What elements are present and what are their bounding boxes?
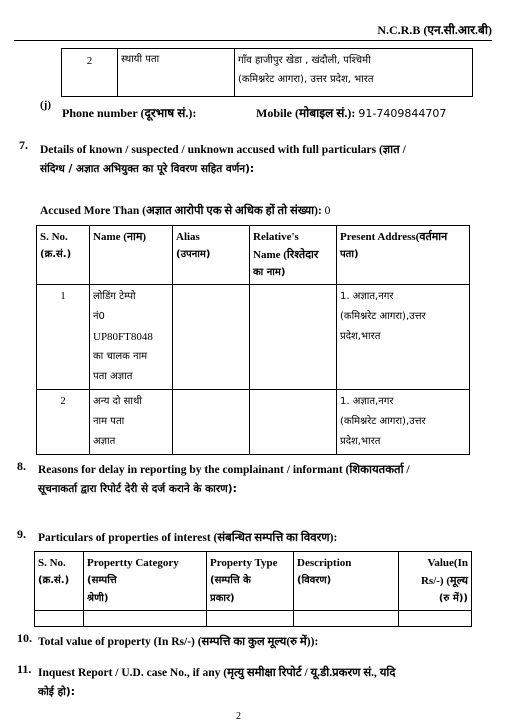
section8-title [38,461,488,499]
header-rule [14,40,492,41]
prop-cell-empty [294,611,399,627]
row2-address [337,390,470,455]
prop-cell-empty [35,611,84,627]
row1-name-l5: पता अज्ञात [93,371,133,382]
prop-col-value [399,552,472,611]
prop-cell-empty [399,611,472,627]
col-relative [250,226,337,285]
address-type: स्थायी पता [118,49,235,97]
table-row [37,390,470,455]
address-value [235,49,473,97]
row2-name [90,390,173,455]
section8-number: 8. [17,459,26,473]
prop-col-category-2: (सम्पत्ति [87,575,117,586]
prop-col-description-1: Description [297,557,352,569]
accused-table [36,225,470,455]
mobile-label: Mobile (मोबाइल सं.): [256,106,356,120]
section8-line2: सूचनाकर्ता द्वारा रिपोर्ट देरी से दर्ज कराने के कारण): [38,483,237,495]
section7-number: 7. [19,138,28,152]
section9-title: Particulars of properties of interest (संबन्धित सम्पत्ति का विवरण): [38,532,338,544]
prop-col-category-3: श्रेणी) [87,593,109,604]
section11-line1: Inquest Report / U.D. case No., if any (मृत्यु समीक्षा रिपोर्ट / यू.डी.प्रकरण सं., यदि [38,667,396,679]
row1-name-l4: का चालक नाम [93,351,148,362]
col-sno [37,226,90,285]
col-name-label: Name (नाम) [93,231,147,243]
row2-addr-l2: (कमिश्नरेट आगरा),उत्तर [340,416,426,427]
row2-sno: 2 [37,390,90,455]
prop-col-sno [35,552,84,611]
property-table [34,551,472,627]
prop-col-value-1: Value(In [427,557,468,569]
row2-addr-l3: प्रदेश,भारत [340,436,381,447]
address-line1: गाँव हाजीपुर खेडा , खंदौली, पश्चिमी [238,55,371,66]
section7-line1: Details of known / suspected / unknown accused with full particulars (ज्ञात / [40,144,406,156]
col-alias-hi: (उपनाम) [176,249,211,260]
row1-address [337,285,470,390]
prop-col-type-2: (सम्पत्ति के [210,575,251,586]
prop-col-type-1: Property Type [210,557,278,569]
col-alias-en: Alias [176,231,200,243]
col-relative-3: का नाम) [253,267,286,278]
page-header: N.C.R.B (एन.सी.आर.बी) [377,23,492,37]
accused-more-label: Accused More Than (अज्ञात आरोपी एक से अधिक हों तो संख्या): [40,205,322,217]
table-header-row [37,226,470,285]
page-mark: 2 [236,711,241,722]
prop-cell-empty [84,611,207,627]
table-row [62,49,473,97]
col-relative-2: Name (रिश्तेदार [253,249,319,261]
prop-col-category-1: Propertty Category [87,557,179,569]
row2-alias [173,390,250,455]
prop-col-description [294,552,399,611]
row1-alias [173,285,250,390]
prop-col-value-2: Rs/-) (मूल्य [420,575,468,587]
col-address-2: पता) [340,249,359,260]
address-num: 2 [62,49,118,97]
prop-col-description-2: (विवरण) [297,575,332,586]
row2-name-l2: नाम पता [93,416,125,427]
mobile-value: 91-7409844707 [358,107,447,120]
col-address-1: Present Address(वर्तमान [340,231,448,243]
section8-line1: Reasons for delay in reporting by the complainant / informant (शिकायतकर्ता / [38,464,410,476]
row1-addr-l2: (कमिश्नरेट आगरा),उत्तर [340,311,426,322]
accused-more-value: 0 [324,205,331,217]
col-address [337,226,470,285]
section7-line2: संदिग्ध / अज्ञात अभियुक्त का पूरे विवरण सहित वर्णन): [40,163,255,175]
section9-number: 9. [17,527,26,541]
phone-label: Phone number (दूरभाष सं.): [62,106,197,120]
section11-number: 11. [17,662,32,676]
prop-cell-empty [207,611,294,627]
col-name [90,226,173,285]
col-sno-en: S. No. [40,231,68,243]
row2-relative [250,390,337,455]
mobile-field [256,104,446,121]
table-header-row [35,552,472,611]
row1-addr-l1: 1. अज्ञात,नगर [340,291,394,302]
row1-name-l1: लोडिंग टेम्पो [93,291,136,302]
col-sno-hi: (क्र.सं.) [40,249,72,260]
row2-name-l3: अज्ञात [93,436,116,447]
row1-relative [250,285,337,390]
table-row [35,611,472,627]
prop-col-category [84,552,207,611]
row1-name-l2: नं0 [93,311,105,322]
accused-more [40,203,330,218]
section11-title [38,664,488,702]
row2-name-l1: अन्य दो साथी [93,396,142,407]
prop-col-value-3: (रु में)) [438,593,468,604]
section10-title: Total value of property (In Rs/-) (सम्पत्ति का कुल मूल्य(रु में)): [38,636,319,648]
section10-number: 10. [17,631,32,645]
row2-addr-l1: 1. अज्ञात,नगर [340,396,394,407]
row1-name [90,285,173,390]
prop-col-type-3: प्रकार) [210,593,235,604]
address-table [61,48,473,97]
address-line2: (कमिश्नरेट आगरा), उत्तर प्रदेश, भारत [238,74,374,85]
prop-col-sno-hi: (क्र.सं.) [38,575,70,586]
row1-name-l3: UP80FT8048 [93,331,153,343]
section11-line2: कोई हो): [38,686,75,698]
prop-col-type [207,552,294,611]
table-row [37,285,470,390]
prop-col-sno-en: S. No. [38,557,66,569]
phone-marker: (j) [40,99,51,111]
row1-addr-l3: प्रदेश,भारत [340,331,381,342]
row1-sno: 1 [37,285,90,390]
col-alias [173,226,250,285]
section7-title [40,141,480,179]
col-relative-1: Relative's [253,231,299,243]
